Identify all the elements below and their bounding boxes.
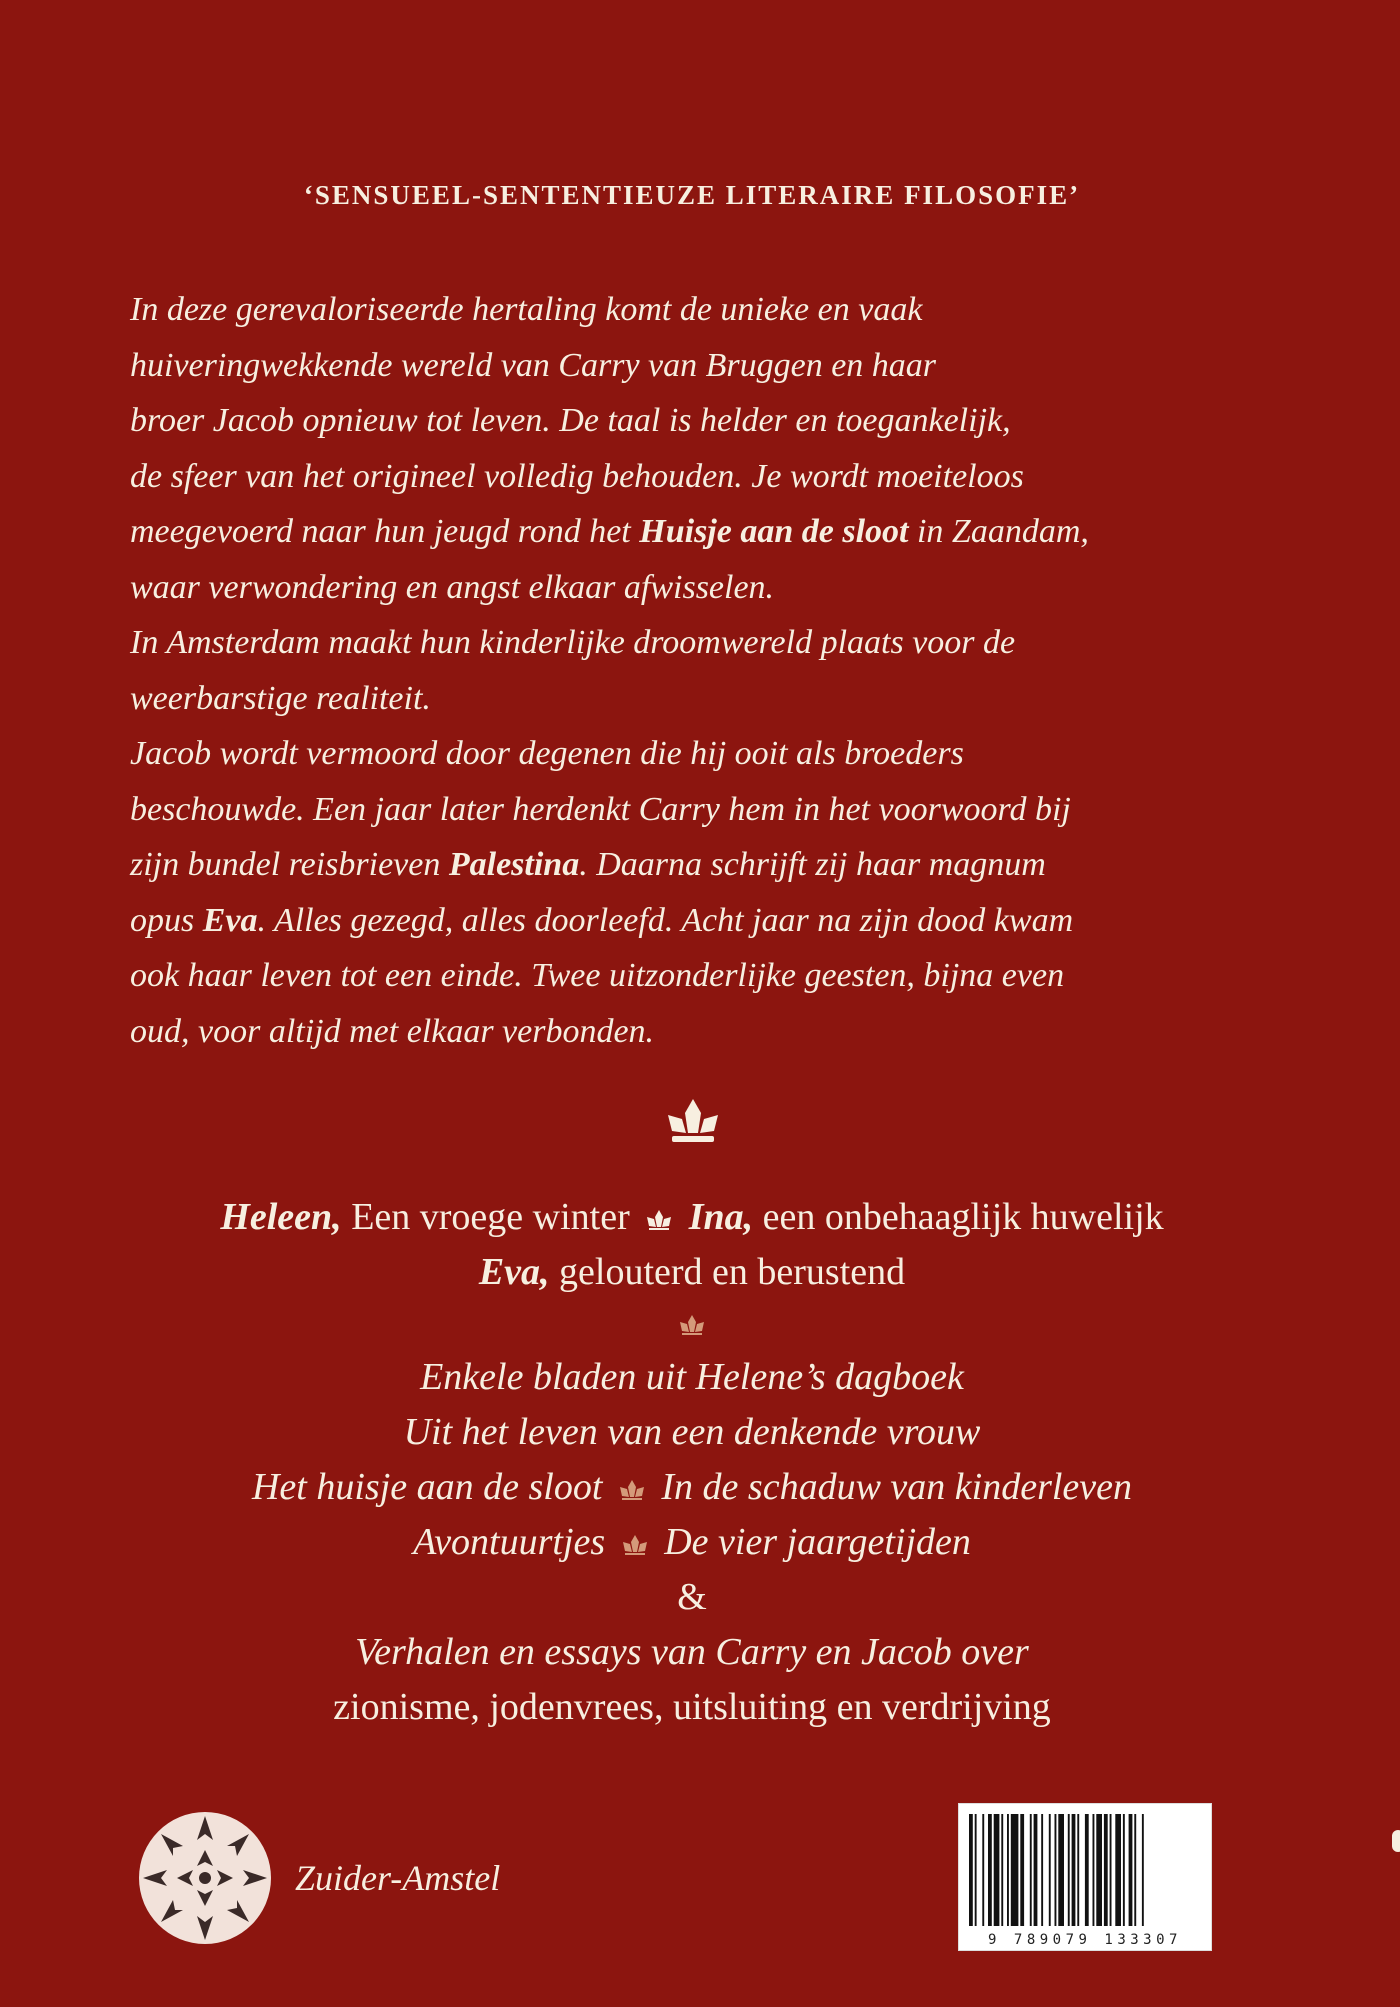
title-gelouterd: gelouterd en berustend xyxy=(549,1251,906,1293)
blurb-line: In Amsterdam maakt hun kinderlijke droomwereld plaats voor de xyxy=(130,624,1016,661)
blurb-text-part: . Alles gezegd, alles doorleefd. Acht jaar na zijn dood kwam xyxy=(257,901,1074,939)
title-heleen: Heleen, xyxy=(220,1196,342,1238)
titles-row xyxy=(0,1245,1384,1300)
blurb-line: ook haar leven tot een einde. Twee uitzonderlijke geesten, bijna even xyxy=(130,957,1065,994)
barcode-bar xyxy=(1049,1814,1051,1926)
barcode-bar xyxy=(1142,1814,1144,1926)
blurb-text-part: meegevoerd naar hun jeugd rond het xyxy=(130,513,640,550)
barcode-bar xyxy=(1055,1814,1057,1926)
title-een-vroege-winter: Een vroege winter xyxy=(341,1196,630,1238)
barcode-bar xyxy=(1129,1814,1133,1926)
barcode-bar xyxy=(975,1814,977,1926)
blurb-line xyxy=(130,893,1330,949)
heading: ‘SENSUEEL-SENTENTIEUZE LITERAIRE FILOSOFIE’ xyxy=(303,180,1081,210)
barcode-bar xyxy=(1068,1814,1070,1926)
titles-list xyxy=(0,1190,1384,1735)
blurb-line: waar verwondering en angst elkaar afwisselen. xyxy=(130,568,775,606)
barcode-bar xyxy=(1072,1814,1076,1926)
publisher-name: Zuider-Amstel xyxy=(295,1858,501,1898)
barcode-bar xyxy=(1020,1814,1024,1926)
rosette-logo-icon xyxy=(137,1810,273,1946)
barcode-bar xyxy=(1077,1814,1079,1926)
ampersand: & xyxy=(677,1576,707,1618)
edge-mark xyxy=(1392,1830,1400,1852)
title-themes: zionisme, jodenvrees, uitsluiting en verdrijving xyxy=(333,1686,1051,1728)
barcode-bar xyxy=(1001,1814,1003,1926)
title-schaduw-kinderleven: In de schaduw van kinderleven xyxy=(661,1466,1133,1508)
blurb-line: oud, voor altijd met elkaar verbonden. xyxy=(130,1012,655,1050)
title-onbehaaglijk-huwelijk: een onbehaaglijk huwelijk xyxy=(753,1196,1164,1238)
title-avontuurtjes: Avontuurtjes xyxy=(413,1521,606,1563)
blurb-title-huisje: Huisje aan de sloot xyxy=(639,513,909,550)
blurb-text-part: . Daarna schrijft zij haar magnum xyxy=(579,846,1046,883)
barcode-bar xyxy=(1011,1814,1019,1926)
barcode-bar xyxy=(1041,1814,1043,1926)
blurb-line: huiveringwekkende wereld van Carry van Bruggen en haar xyxy=(130,346,937,384)
blurb-text-part: in Zaandam, xyxy=(908,513,1089,550)
fleuron-icon xyxy=(662,1097,724,1147)
barcode-bar xyxy=(994,1814,1000,1926)
small-fleuron-icon xyxy=(621,1534,649,1556)
barcode-bar xyxy=(1123,1814,1125,1926)
title-verhalen-essays: Verhalen en essays van Carry en Jacob over xyxy=(355,1631,1029,1673)
titles-row xyxy=(0,1190,1384,1245)
barcode-bar xyxy=(1134,1814,1136,1926)
blurb-line: weerbarstige realiteit. xyxy=(130,679,431,717)
barcode-bar xyxy=(1110,1814,1112,1926)
barcode-bar xyxy=(1058,1814,1064,1926)
blurb-line xyxy=(130,504,1330,560)
blurb-title-eva: Eva xyxy=(202,901,258,939)
title-eva: Eva, xyxy=(478,1251,550,1293)
small-fleuron-icon xyxy=(678,1314,706,1336)
barcode-bar xyxy=(1115,1814,1121,1926)
blurb-text xyxy=(130,282,1330,1059)
title-dagboek: Enkele bladen uit Helene’s dagboek xyxy=(420,1356,964,1398)
titles-row xyxy=(0,1460,1384,1515)
title-huisje-aan-de-sloot: Het huisje aan de sloot xyxy=(251,1466,603,1508)
blurb-line: beschouwde. Een jaar later herdenkt Carry hem in het voorwoord bij xyxy=(130,790,1071,828)
barcode-bar xyxy=(1034,1814,1038,1926)
barcode-bar xyxy=(988,1814,992,1926)
small-fleuron-icon xyxy=(618,1479,646,1501)
titles-row xyxy=(0,1515,1384,1570)
title-ina: Ina, xyxy=(688,1196,754,1238)
barcode-digits: 9 789079 133307 xyxy=(988,1932,1182,1948)
barcode-bar xyxy=(1104,1814,1108,1926)
blurb-text-part: zijn bundel reisbrieven xyxy=(130,846,449,883)
barcode-bar xyxy=(969,1814,973,1926)
barcode-bar xyxy=(1085,1814,1089,1926)
blurb-text-part: opus xyxy=(130,901,203,939)
divider xyxy=(0,1300,1384,1350)
small-fleuron-icon xyxy=(645,1209,673,1231)
blurb-line xyxy=(130,837,1330,893)
blurb-line: In deze gerevaloriseerde hertaling komt de unieke en vaak xyxy=(130,291,923,328)
blurb-line: broer Jacob opnieuw tot leven. De taal is helder en toegankelijk, xyxy=(130,402,1011,439)
title-denkende-vrouw: Uit het leven van een denkende vrouw xyxy=(403,1411,981,1453)
title-vier-jaargetijden: De vier jaargetijden xyxy=(664,1521,971,1563)
barcode-bar xyxy=(1030,1814,1032,1926)
blurb-line: Jacob wordt vermoord door degenen die hij ooit als broeders xyxy=(130,735,964,772)
barcode-bar xyxy=(982,1814,984,1926)
barcode xyxy=(958,1803,1212,1951)
barcode-bar xyxy=(1007,1814,1009,1926)
barcode-bars xyxy=(967,1814,1203,1926)
barcode-bar xyxy=(1093,1814,1095,1926)
barcode-bar xyxy=(1096,1814,1102,1926)
publisher xyxy=(137,1810,500,1946)
blurb-title-palestina: Palestina xyxy=(448,846,580,883)
blurb-line: de sfeer van het origineel volledig behouden. Je wordt moeiteloos xyxy=(130,457,1024,495)
